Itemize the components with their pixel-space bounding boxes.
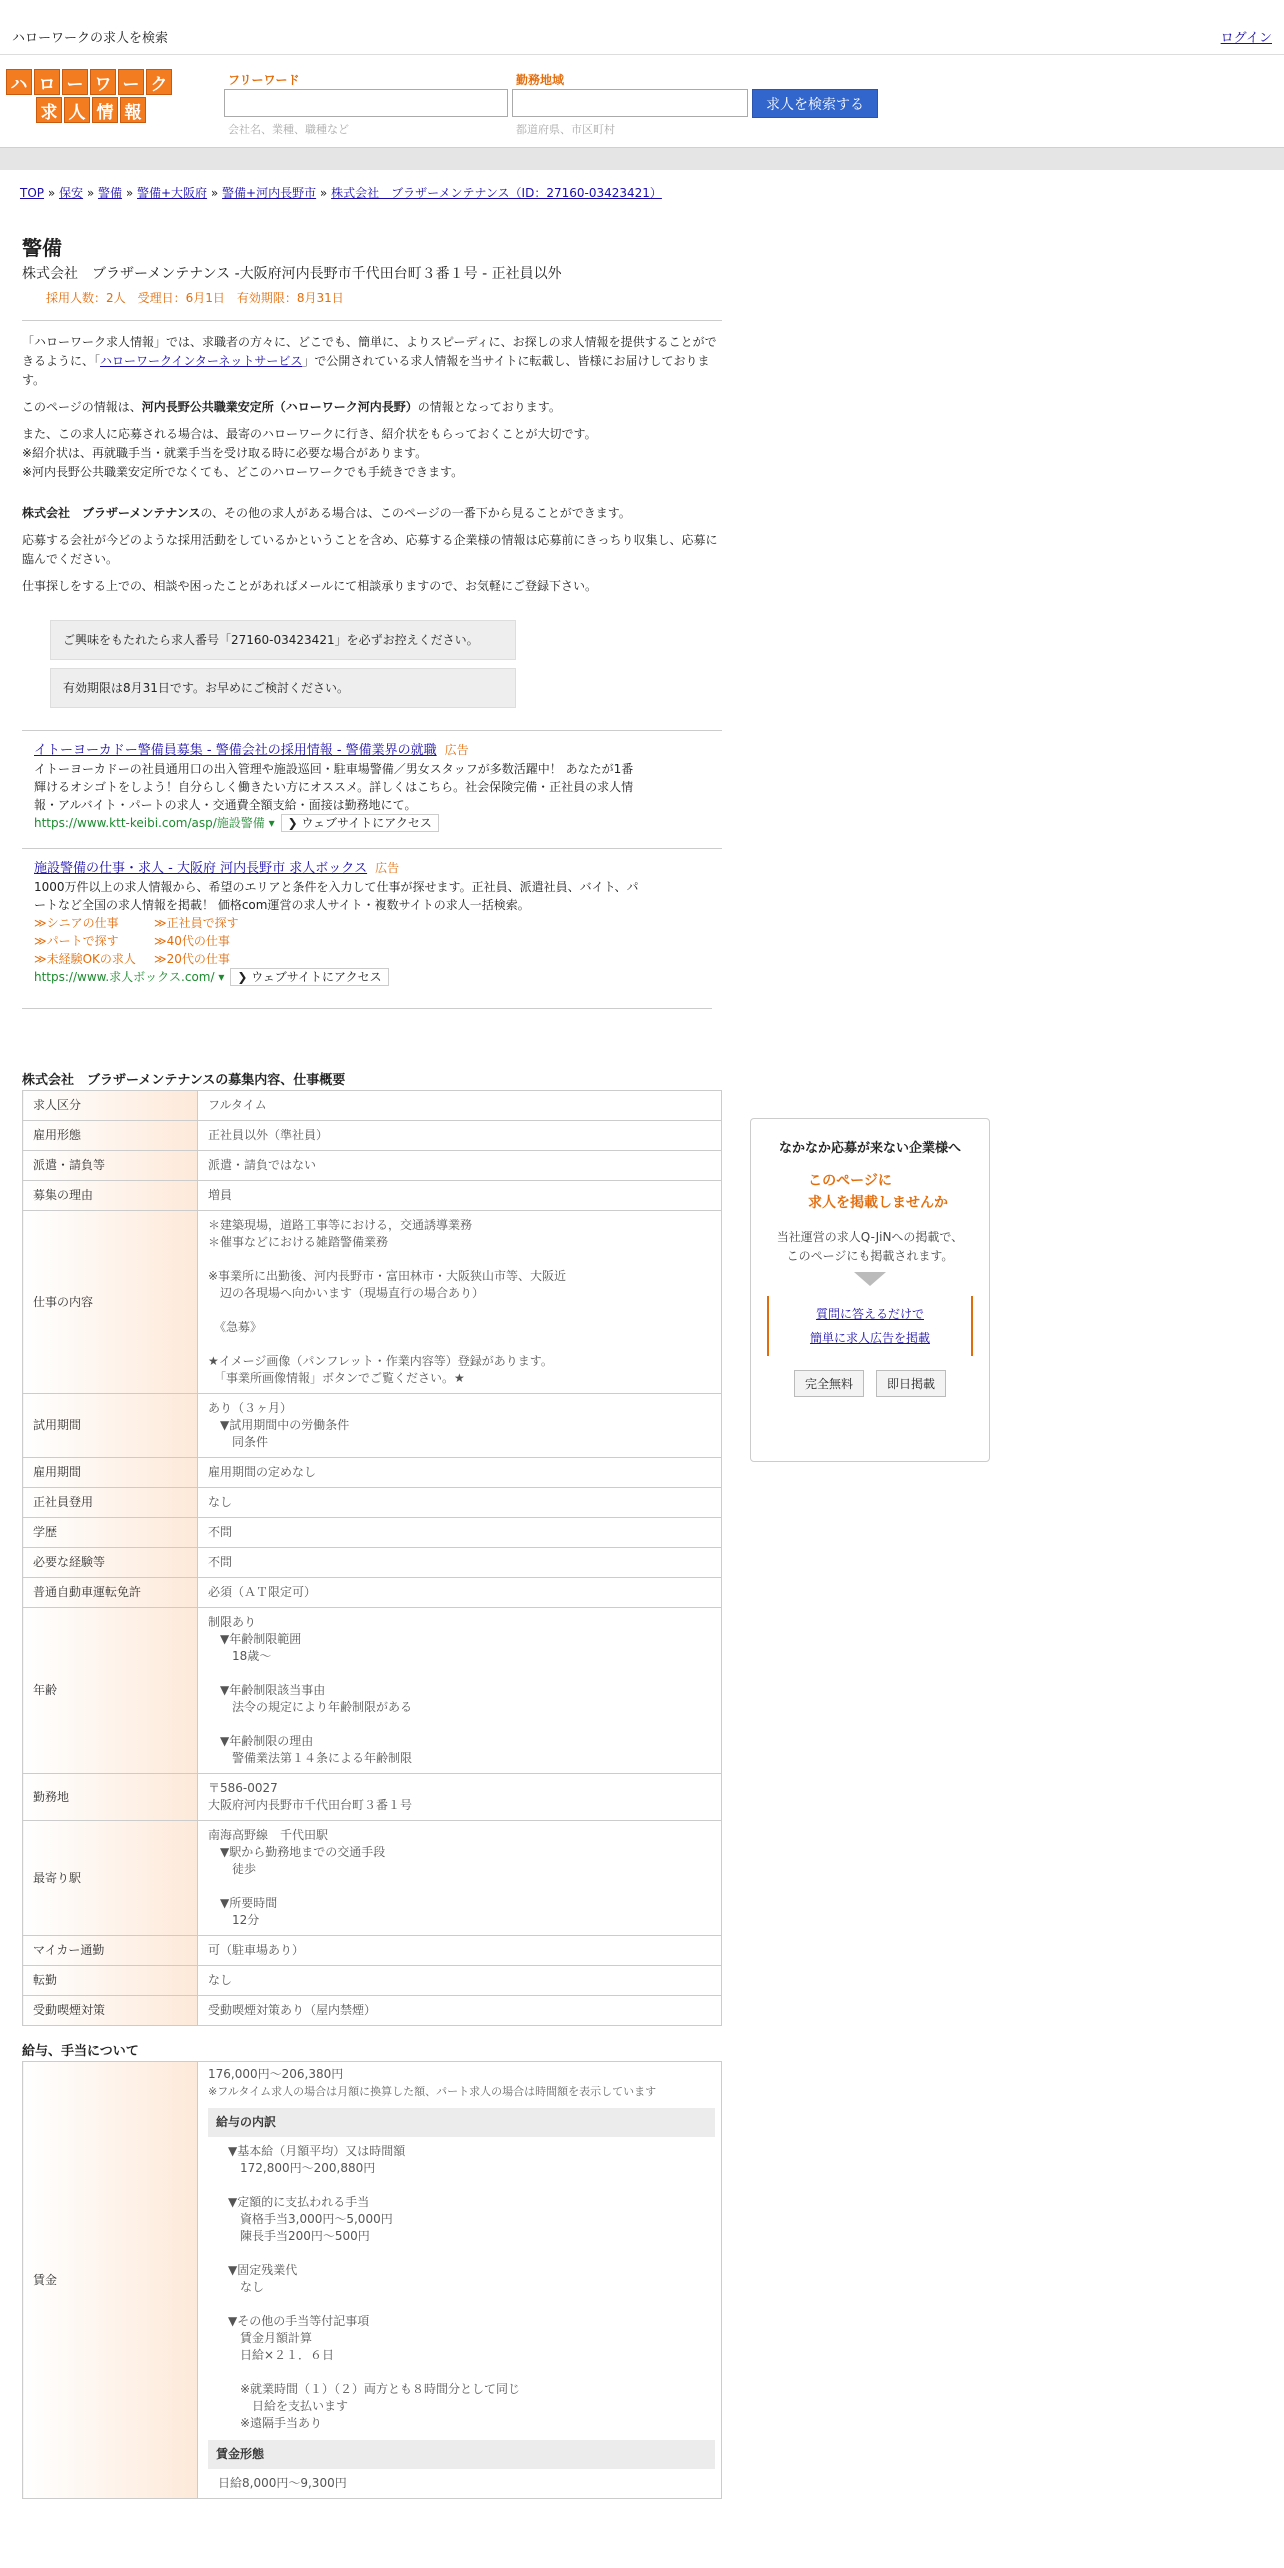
logo-char: 人 — [64, 97, 90, 123]
chevron-down-icon[interactable]: ▾ — [218, 970, 225, 984]
promo-heading: なかなか応募が来ない企業様へ — [778, 1141, 961, 1156]
row-key: 試用期間 — [23, 1394, 198, 1458]
ad-block — [22, 730, 722, 840]
office-paragraph — [22, 398, 722, 417]
ad-sitelink[interactable]: ≫40代の仕事 — [154, 934, 230, 948]
wage-key: 賃金 — [23, 2062, 198, 2499]
row-value: 不問 — [198, 1518, 722, 1548]
search-form — [224, 71, 878, 137]
search-button[interactable]: 求人を検索する — [752, 89, 878, 118]
breadcrumb-sep: » — [122, 186, 137, 200]
wage-heading: 給与、手当について — [22, 2044, 139, 2059]
ad-title-link[interactable]: 施設警備の仕事・求人 - 大阪府 河内長野市 求人ボックス — [34, 861, 368, 876]
row-value: ＊建築現場，道路工事等における，交通誘導業務 ＊催事などにおける雑踏警備業務 ※事業所に出勤後、河内長野市・富田林市・大阪狭山市等、大阪近 辺の各現場へ向かいます（現場直行の場合あり） 《急募》 ★イメージ画像（パンフレット・作業内容等）登録があります。 「事業所画像情報」ボタンでご覧ください。★ — [198, 1211, 722, 1394]
promo-link[interactable]: 簡単に求人広告を掲載 — [809, 1331, 930, 1345]
divider — [22, 320, 722, 321]
job-title: 警備 — [22, 236, 62, 260]
site-title: ハローワークの求人を検索 — [12, 31, 169, 46]
promo-desc — [751, 1228, 989, 1266]
referral-paragraph: また、この求人に応募される場合は、最寄のハローワークに行き、紹介状をもらっておくことが大切です。 ※紹介状は、再就職手当・就業手当を受け取る時に必要な場合があります。 ※河内長野公共職業安定所でなくても、どこのハローワークでも手続きできます。 — [22, 427, 597, 479]
logo-char: ー — [62, 69, 88, 95]
consult-paragraph: 仕事探しをする上での、相談や困ったことがあればメールにて相談承りますので、お気軽にご登録下さい。 — [22, 579, 598, 593]
table-row — [23, 1394, 722, 1458]
logo-char: ク — [146, 69, 172, 95]
free-button[interactable]: 完全無料 — [794, 1370, 864, 1397]
table-row — [23, 1091, 722, 1121]
breadcrumb-sep: » — [44, 186, 59, 200]
table-row — [23, 1821, 722, 1936]
visit-website-button[interactable]: ❯ ウェブサイトにアクセス — [230, 968, 388, 986]
intro-paragraph — [22, 333, 722, 390]
logo-char: 報 — [120, 97, 146, 123]
details-table — [22, 1090, 722, 2026]
ad-sitelink[interactable]: ≫未経験OKの求人 — [34, 952, 136, 966]
ad-block — [22, 848, 722, 994]
table-row — [23, 1518, 722, 1548]
row-value: 必須（ＡＴ限定可） — [198, 1578, 722, 1608]
table-row — [23, 1151, 722, 1181]
wage-breakdown-heading: 給与の内訳 — [208, 2108, 715, 2137]
row-key: 最寄り駅 — [23, 1821, 198, 1936]
area-label: 勤務地域 — [516, 73, 565, 87]
promo-offer — [751, 1170, 989, 1214]
hellowork-internet-link[interactable]: ハローワークインターネットサービス — [100, 354, 303, 368]
promo-buttons — [751, 1370, 989, 1397]
ad-url[interactable]: https://www.ktt-keibi.com/asp/施設警備 — [34, 816, 265, 830]
row-key: 年齢 — [23, 1608, 198, 1774]
wage-note: ※フルタイム求人の場合は月額に換算した額、パート求人の場合は時間額を表示しています — [208, 2085, 657, 2098]
row-key: 受動喫煙対策 — [23, 1996, 198, 2026]
promo-desc-line: このページにも掲載されます。 — [786, 1249, 954, 1263]
freeword-input[interactable] — [224, 89, 508, 117]
row-key: 求人区分 — [23, 1091, 198, 1121]
ad-body: イトーヨーカドーの社員通用口の出入管理や施設巡回・駐車場警備／男女スタッフが多数活躍中！ あなたが1番輝けるオシゴトをしよう！自分らしく働きたい方にオススメ。詳しくはこちら。社会保険完備・正社員の求人情報・アルバイト・パートの求人・交通費全額支給・面接は勤務地にて。 — [34, 762, 634, 812]
area-hint: 都道府県、市区町村 — [516, 123, 615, 136]
ad-sitelink[interactable]: ≫パートで探す — [34, 934, 119, 948]
breadcrumb-item[interactable]: 警備+河内長野市 — [222, 186, 317, 200]
logo-char: ー — [118, 69, 144, 95]
row-key: 普通自動車運転免許 — [23, 1578, 198, 1608]
row-value: 〒586-0027 大阪府河内長野市千代田台町３番１号 — [198, 1774, 722, 1821]
breadcrumb-item[interactable]: 警備+大阪府 — [137, 186, 208, 200]
promo-link[interactable]: 質問に答えるだけで — [815, 1307, 924, 1321]
details-heading: 株式会社 ブラザーメンテナンスの募集内容、仕事概要 — [22, 1073, 346, 1088]
visit-website-button[interactable]: ❯ ウェブサイトにアクセス — [281, 814, 439, 832]
ad-sitelinks — [34, 914, 274, 968]
wage-form-heading: 賃金形態 — [208, 2440, 715, 2469]
row-key: マイカー通勤 — [23, 1936, 198, 1966]
ad-sitelink[interactable]: ≫正社員で探す — [154, 916, 239, 930]
ad-tag: 広告 — [375, 861, 400, 875]
row-key: 募集の理由 — [23, 1181, 198, 1211]
office-text: このページの情報は、 — [22, 400, 142, 414]
breadcrumb-item[interactable]: 警備 — [98, 186, 123, 200]
table-row — [23, 1774, 722, 1821]
row-key: 派遣・請負等 — [23, 1151, 198, 1181]
logo-char: ハ — [6, 69, 32, 95]
row-value: なし — [198, 1488, 722, 1518]
job-number-note: ご興味をもたれたら求人番号「27160-03423421」を必ずお控えください。 — [50, 620, 516, 660]
row-key: 勤務地 — [23, 1774, 198, 1821]
same-day-button[interactable]: 即日掲載 — [876, 1370, 946, 1397]
table-row — [23, 1121, 722, 1151]
table-row — [23, 1578, 722, 1608]
row-value: なし — [198, 1966, 722, 1996]
row-key: 必要な経験等 — [23, 1548, 198, 1578]
main-content — [22, 232, 722, 2499]
promo-offer-line: このページに — [808, 1173, 892, 1189]
table-row — [23, 1996, 722, 2026]
breadcrumb-item[interactable]: 株式会社 ブラザーメンテナンス（ID：27160-03423421） — [331, 186, 662, 200]
row-value: 不問 — [198, 1548, 722, 1578]
job-meta: 採用人数：2人 受理日：6月1日 有効期限：8月31日 — [46, 291, 344, 305]
breadcrumb-item[interactable]: TOP — [20, 186, 45, 200]
login-link[interactable]: ログイン — [1220, 31, 1272, 46]
site-logo[interactable] — [6, 69, 182, 125]
ad-sitelink[interactable]: ≫20代の仕事 — [154, 952, 230, 966]
company-name: 株式会社 ブラザーメンテナンス — [22, 506, 201, 520]
arrow-down-icon — [854, 1272, 886, 1286]
wage-breakdown: ▼基本給（月額平均）又は時間額 172,800円〜200,880円 ▼定額的に支払われる手当 資格手当3,000円〜5,000円 陳長手当200円〜500円 ▼固定残業代 なし ▼その他の手当等付記事項 賃金月額計算 日給×２１．６日 ※就業時間（１）（２）両方とも８時間分として同じ 日給を支払います ※遠隔手当あり — [228, 2144, 521, 2430]
ad-url[interactable]: https://www.求人ボックス.com/ — [34, 970, 215, 984]
freeword-field — [224, 71, 508, 137]
table-row — [23, 1488, 722, 1518]
intro-text: 」で公開されている求人情報を当サイトに転載し、皆様にお届けしております。 — [22, 354, 710, 387]
other-jobs-paragraph — [22, 504, 722, 523]
other-jobs-text: の、その他の求人がある場合は、このページの一番下から見ることができます。 — [200, 506, 631, 520]
table-row — [23, 1966, 722, 1996]
promo-desc-line: 当社運営の求人Q-JiNへの掲載で、 — [776, 1230, 964, 1244]
breadcrumb-item[interactable]: 保安 — [59, 186, 84, 200]
expiry-note: 有効期限は8月31日です。お早めにご検討ください。 — [50, 668, 516, 708]
intro-text: 「ハローワーク求人情報」では、求職者の方々に、どこでも、簡単に、よりスピーディに、お探しの求人情報を提供することができるように、「 — [22, 335, 717, 368]
promo-links — [767, 1296, 973, 1356]
row-key: 雇用期間 — [23, 1458, 198, 1488]
logo-char: ワ — [90, 69, 116, 95]
promo-offer-line: 求人を掲載しませんか — [808, 1195, 948, 1211]
gray-band — [0, 147, 1284, 170]
breadcrumb-sep: » — [316, 186, 332, 200]
row-value: 派遣・請負ではない — [198, 1151, 722, 1181]
area-input[interactable] — [512, 89, 748, 117]
freeword-label: フリーワード — [228, 73, 300, 87]
job-subtitle: 株式会社 ブラザーメンテナンス -大阪府河内長野市千代田台町３番１号 - 正社員以外 — [22, 266, 562, 282]
row-value: 制限あり ▼年齢制限範囲 18歳〜 ▼年齢制限該当事由 法令の規定により年齢制限がある ▼年齢制限の理由 警備業法第１４条による年齢制限 — [198, 1608, 722, 1774]
employer-promo-box — [750, 1118, 990, 1462]
breadcrumb-sep: » — [83, 186, 98, 200]
table-row — [23, 1458, 722, 1488]
row-key: 学歴 — [23, 1518, 198, 1548]
breadcrumb-sep: » — [207, 186, 223, 200]
ad-tag: 広告 — [444, 743, 469, 757]
row-key: 転勤 — [23, 1966, 198, 1996]
freeword-hint: 会社名、業種、職種など — [228, 123, 349, 136]
logo-char: 求 — [36, 97, 62, 123]
table-row — [23, 1548, 722, 1578]
row-value: 南海高野線 千代田駅 ▼駅から勤務地までの交通手段 徒歩 ▼所要時間 12分 — [198, 1821, 722, 1936]
logo-char: 情 — [92, 97, 118, 123]
row-key: 正社員登用 — [23, 1488, 198, 1518]
row-value: 雇用期間の定めなし — [198, 1458, 722, 1488]
table-row — [23, 1936, 722, 1966]
row-value: あり（３ヶ月） ▼試用期間中の労働条件 同条件 — [198, 1394, 722, 1458]
wage-range: 176,000円〜206,380円 — [208, 2067, 344, 2081]
row-value: 増員 — [198, 1181, 722, 1211]
header — [0, 55, 1284, 147]
wage-form: 日給8,000円〜9,300円 — [218, 2476, 347, 2490]
logo-char: ロ — [34, 69, 60, 95]
ad-body: 1000万件以上の求人情報から、希望のエリアと条件を入力して仕事が探せます。正社員、派遣社員、バイト、パートなど全国の求人情報を掲載！ 価格com運営の求人サイト・複数サイトの求人一括検索。 — [34, 880, 639, 912]
chevron-down-icon[interactable]: ▾ — [268, 816, 275, 830]
row-value: 正社員以外（準社員） — [198, 1121, 722, 1151]
table-row — [23, 1211, 722, 1394]
table-row — [23, 1608, 722, 1774]
wage-table — [22, 2061, 722, 2499]
apply-paragraph: 応募する会社が今どのような採用活動をしているかということを含め、応募する企業様の情報は応募前にきっちり収集し、応募に臨んでください。 — [22, 533, 718, 566]
table-row — [23, 1181, 722, 1211]
office-name: 河内長野公共職業安定所（ハローワーク河内長野） — [141, 400, 418, 414]
top-bar — [0, 0, 1284, 55]
office-text: の情報となっております。 — [417, 400, 561, 414]
row-value: フルタイム — [198, 1091, 722, 1121]
row-value: 受動喫煙対策あり（屋内禁煙） — [198, 1996, 722, 2026]
row-key: 仕事の内容 — [23, 1211, 198, 1394]
row-key: 雇用形態 — [23, 1121, 198, 1151]
area-field — [512, 71, 748, 137]
row-value: 可（駐車場あり） — [198, 1936, 722, 1966]
ad-title-link[interactable]: イトーヨーカドー警備員募集 - 警備会社の採用情報 - 警備業界の就職 — [34, 743, 437, 758]
ad-sitelink[interactable]: ≫シニアの仕事 — [34, 916, 119, 930]
breadcrumb — [20, 184, 662, 201]
